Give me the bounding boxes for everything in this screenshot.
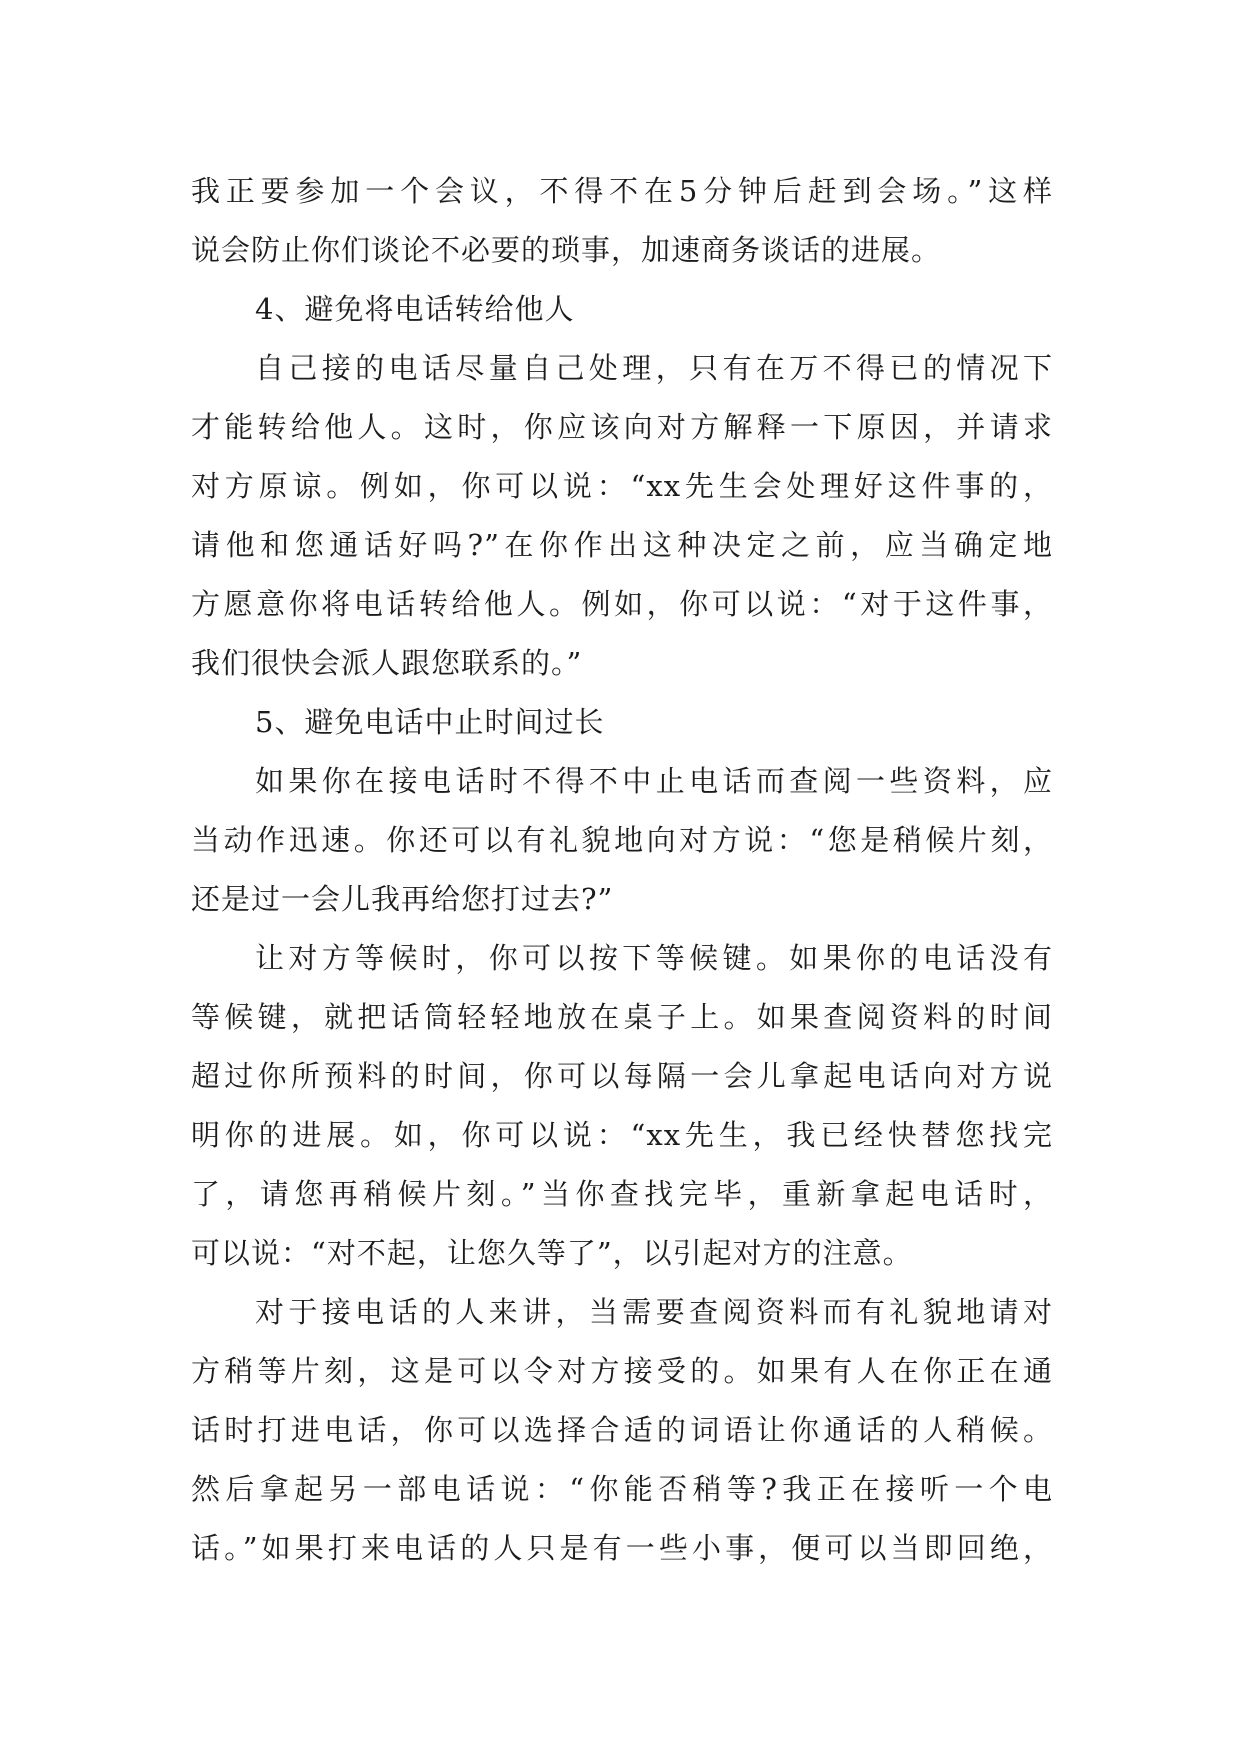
text-line: 请他和您通话好吗?”在你作出这种决定之前，应当确定地 [191,528,1053,562]
text-line: 了，请您再稍候片刻。”当你查找完毕，重新拿起电话时， [191,1177,1053,1211]
text-line: 可以说：“对不起，让您久等了”，以引起对方的注意。 [191,1236,913,1270]
text-line: 如果你在接电话时不得不中止电话而查阅一些资料，应 [255,764,1053,798]
text-line: 还是过一会儿我再给您打过去?” [191,882,614,916]
text-line: 说会防止你们谈论不必要的琐事，加速商务谈话的进展。 [191,233,942,267]
text-line: 才能转给他人。这时，你应该向对方解释一下原因，并请求 [191,410,1053,444]
text-line: 当动作迅速。你还可以有礼貌地向对方说：“您是稍候片刻， [191,823,1053,857]
text-line: 对于接电话的人来讲，当需要查阅资料而有礼貌地请对 [255,1295,1053,1329]
text-line: 话时打进电话，你可以选择合适的词语让你通话的人稍候。 [191,1413,1053,1447]
text-line: 5、避免电话中止时间过长 [255,705,605,739]
text-line: 对方原谅。例如，你可以说：“xx先生会处理好这件事的， [191,469,1053,503]
text-line: 4、避免将电话转给他人 [255,292,575,326]
text-line: 自己接的电话尽量自己处理，只有在万不得已的情况下 [255,351,1053,385]
text-line: 方稍等片刻，这是可以令对方接受的。如果有人在你正在通 [191,1354,1053,1388]
text-line: 超过你所预料的时间，你可以每隔一会儿拿起电话向对方说 [191,1059,1053,1093]
text-line: 我们很快会派人跟您联系的。” [191,646,583,680]
document-body [191,162,1053,1578]
text-line: 我正要参加一个会议，不得不在5分钟后赶到会场。”这样 [191,174,1053,208]
text-line: 明你的进展。如，你可以说：“xx先生，我已经快替您找完 [191,1118,1053,1152]
text-line: 让对方等候时，你可以按下等候键。如果你的电话没有 [255,941,1053,975]
text-line: 等候键，就把话筒轻轻地放在桌子上。如果查阅资料的时间 [191,1000,1053,1034]
text-line: 话。”如果打来电话的人只是有一些小事，便可以当即回绝， [191,1531,1053,1565]
text-line: 方愿意你将电话转给他人。例如，你可以说：“对于这件事， [191,587,1053,621]
text-line: 然后拿起另一部电话说：“你能否稍等?我正在接听一个电 [191,1472,1053,1506]
